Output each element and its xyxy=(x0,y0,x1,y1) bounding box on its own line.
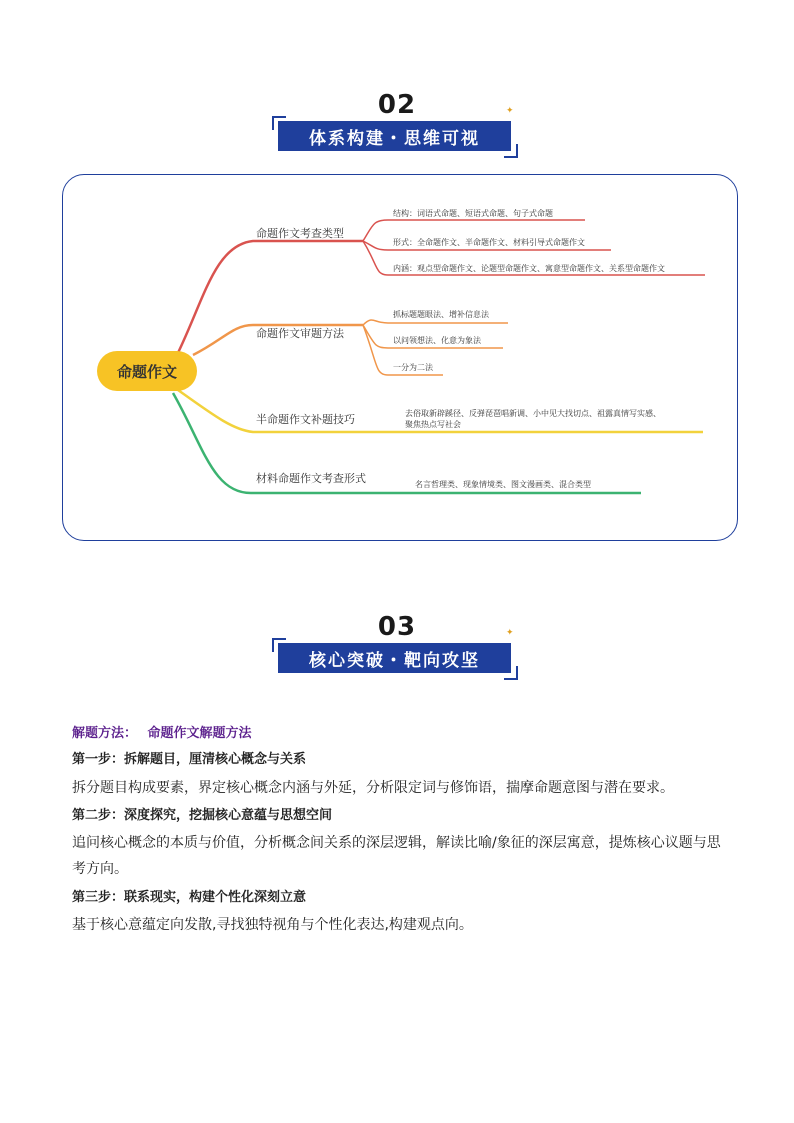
step3-text: 基于核心意蕴定向发散,寻找独特视角与个性化表达,构建观点向。 xyxy=(72,917,473,933)
leaf-label: 名言哲理类、现象情境类、图文漫画类、混合类型 xyxy=(415,480,591,489)
section-number-03: 03 xyxy=(377,612,417,642)
sparkle-icon: ✦ xyxy=(506,628,514,638)
leaf-label: 去俗取新辟蹊径、反弹琵琶唱新调、小中见大找切点、祖露真情写实感、 xyxy=(405,409,661,418)
step3-title: 第三步：联系现实，构建个性化深刻立意 xyxy=(72,890,307,905)
branch-connector-1 xyxy=(173,241,363,363)
banner-title: 体系构建・思维可视 xyxy=(278,121,511,151)
method-heading xyxy=(72,723,732,745)
leaf-label: 形式：全命题作文、半命题作文、材料引导式命题作文 xyxy=(393,238,585,247)
mindmap-frame xyxy=(62,174,738,541)
leaf-label: 抓标题题眼法、增补信息法 xyxy=(393,310,489,319)
section-number-02: 02 xyxy=(377,90,417,120)
branch-label-1: 命题作文考查类型 xyxy=(256,227,344,240)
method-title: 命题作文解题方法 xyxy=(147,726,252,741)
branch-label-4: 材料命题作文考查形式 xyxy=(256,472,366,485)
banner-title: 核心突破・靶向攻坚 xyxy=(278,643,511,673)
step2-text-line2: 考方向。 xyxy=(72,861,128,877)
leaf-label: 以问领想法、化意为象法 xyxy=(393,336,481,345)
mindmap xyxy=(63,175,739,542)
step1-title: 第一步：拆解题目，厘清核心概念与关系 xyxy=(72,752,307,767)
branch-connector-4 xyxy=(173,393,641,493)
section-banner-03 xyxy=(272,628,518,680)
leaf-label: 一分为二法 xyxy=(393,363,433,372)
sparkle-icon: ✦ xyxy=(506,106,514,116)
branch-label-2: 命题作文审题方法 xyxy=(256,327,344,340)
leaf-label: 内涵：观点型命题作文、论题型命题作文、寓意型命题作文、关系型命题作文 xyxy=(393,264,665,273)
step2-title: 第二步：深度探究，挖掘核心意蕴与思想空间 xyxy=(72,808,333,823)
leaf-connector xyxy=(363,320,508,325)
method-label: 解题方法： xyxy=(72,726,138,741)
leaf-label: 聚焦热点写社会 xyxy=(405,420,461,429)
step1-text: 拆分题目构成要素，界定核心概念内涵与外延，分析限定词与修饰语，揣摩命题意图与潜在要求。 xyxy=(72,780,674,796)
branch-label-3: 半命题作文补题技巧 xyxy=(256,413,355,426)
mindmap-root-label: 命题作文 xyxy=(116,363,178,381)
step2-text-line1: 追问核心概念的本质与价值，分析概念间关系的深层逻辑，解读比喻/象征的深层寓意，提炼核心议题与思 xyxy=(72,835,721,851)
leaf-label: 结构：词语式命题、短语式命题、句子式命题 xyxy=(393,209,553,218)
section-banner-02 xyxy=(272,106,518,158)
